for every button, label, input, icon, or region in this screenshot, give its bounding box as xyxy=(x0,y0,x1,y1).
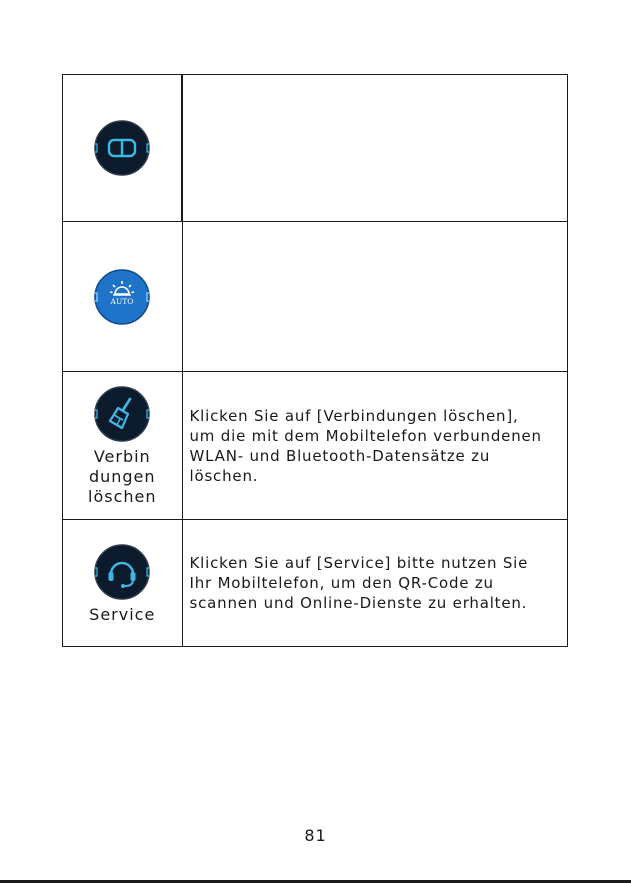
auto-label: AUTO xyxy=(110,296,134,306)
icon-cell xyxy=(63,372,183,520)
table-row xyxy=(63,372,568,520)
toggle-switch-icon xyxy=(92,118,152,178)
description-cell xyxy=(182,372,568,520)
headset-icon xyxy=(92,542,152,602)
page-number: 81 xyxy=(304,826,327,845)
icon-cell xyxy=(63,75,183,222)
table-row xyxy=(63,75,568,222)
icon-cell xyxy=(63,222,183,372)
broom-clean-icon xyxy=(92,384,152,444)
table-row xyxy=(63,222,568,372)
description-cell xyxy=(182,75,568,222)
icon-cell xyxy=(63,520,183,647)
table-row xyxy=(63,520,568,647)
settings-table xyxy=(62,74,568,647)
description-cell xyxy=(182,222,568,372)
description-text: Klicken Sie auf [Verbindungen löschen], um die mit dem Mobiltelefon verbundenen WLAN- und Bluetooth-Datensätze zu löschen. xyxy=(189,406,542,485)
service-label: Service xyxy=(89,604,156,624)
clear-connections-label: Verbin dungen löschen xyxy=(88,447,157,506)
auto-brightness-icon xyxy=(92,267,152,327)
description-text: Klicken Sie auf [Service] bitte nutzen Sie Ihr Mobiltelefon, um den QR-Code zu scannen und Online-Dienste zu erhalten. xyxy=(189,554,529,612)
description-cell xyxy=(182,520,568,647)
